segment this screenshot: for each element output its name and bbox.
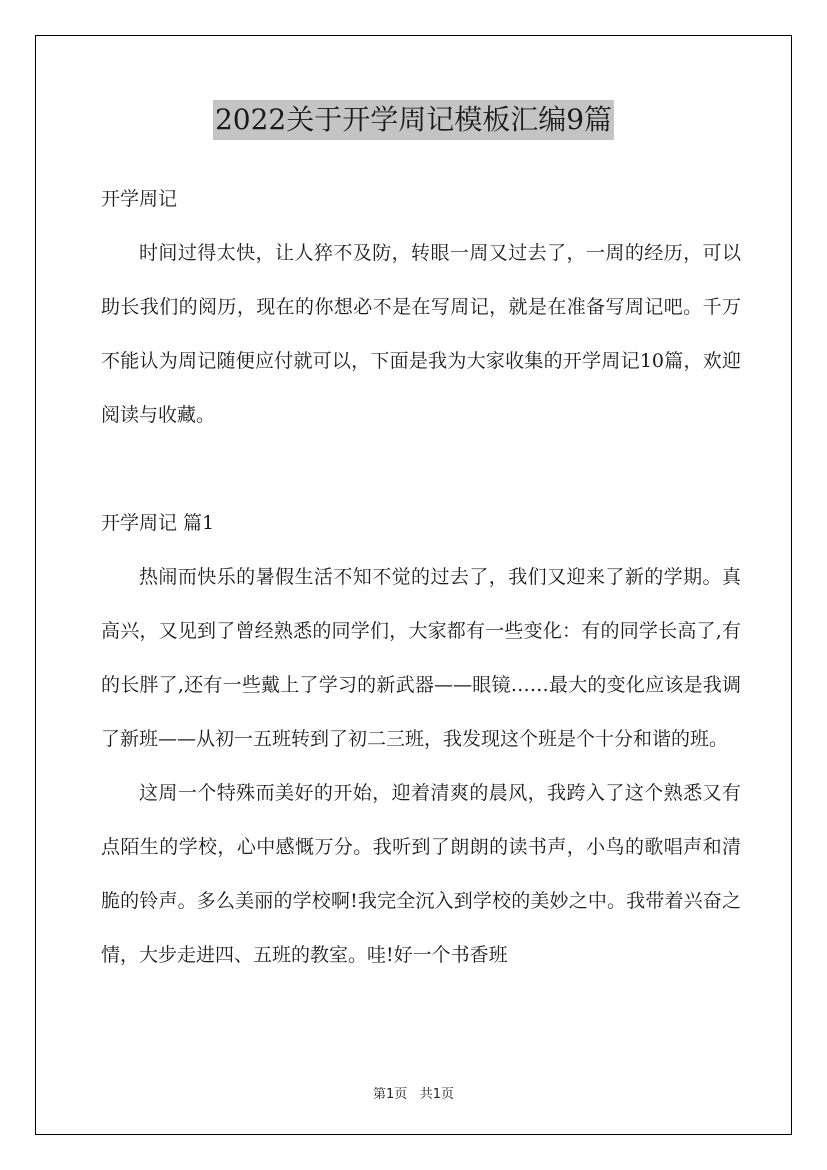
- section1-paragraph-1: 热闹而快乐的暑假生活不知不觉的过去了，我们又迎来了新的学期。真高兴，又见到了曾经熟悉的同学们，大家都有一些变化：有的同学长高了,有的长胖了,还有一些戴上了学习的新武器——眼镜……最大的变化应该是我调了新班——从初一五班转到了初二三班，我发现这个班是个十分和谐的班。: [101, 566, 741, 750]
- section1-heading: 开学周记 篇1: [101, 512, 215, 534]
- document-title: 2022关于开学周记模板汇编9篇: [213, 100, 614, 140]
- title-container: [0, 100, 827, 140]
- intro-paragraph: 时间过得太快，让人猝不及防，转眼一周又过去了，一周的经历，可以助长我们的阅历，现在的你想必不是在写周记，就是在准备写周记吧。千万不能认为周记随便应付就可以，下面是我为大家收集的开学周记10篇，欢迎阅读与收藏。: [101, 242, 741, 426]
- page-number: 第1页: [373, 1087, 408, 1102]
- page-total: 共1页: [419, 1087, 454, 1102]
- section1-paragraph-2: 这周一个特殊而美好的开始，迎着清爽的晨风，我跨入了这个熟悉又有点陌生的学校，心中感慨万分。我听到了朗朗的读书声，小鸟的歌唱声和清脆的铃声。多么美丽的学校啊!我完全沉入到学校的美妙之中。我带着兴奋之情，大步走进四、五班的教室。哇!好一个书香班: [101, 782, 741, 966]
- page-footer: [0, 1083, 827, 1102]
- intro-heading: 开学周记: [101, 188, 178, 210]
- document-body: [101, 172, 741, 982]
- section-gap: [101, 442, 741, 496]
